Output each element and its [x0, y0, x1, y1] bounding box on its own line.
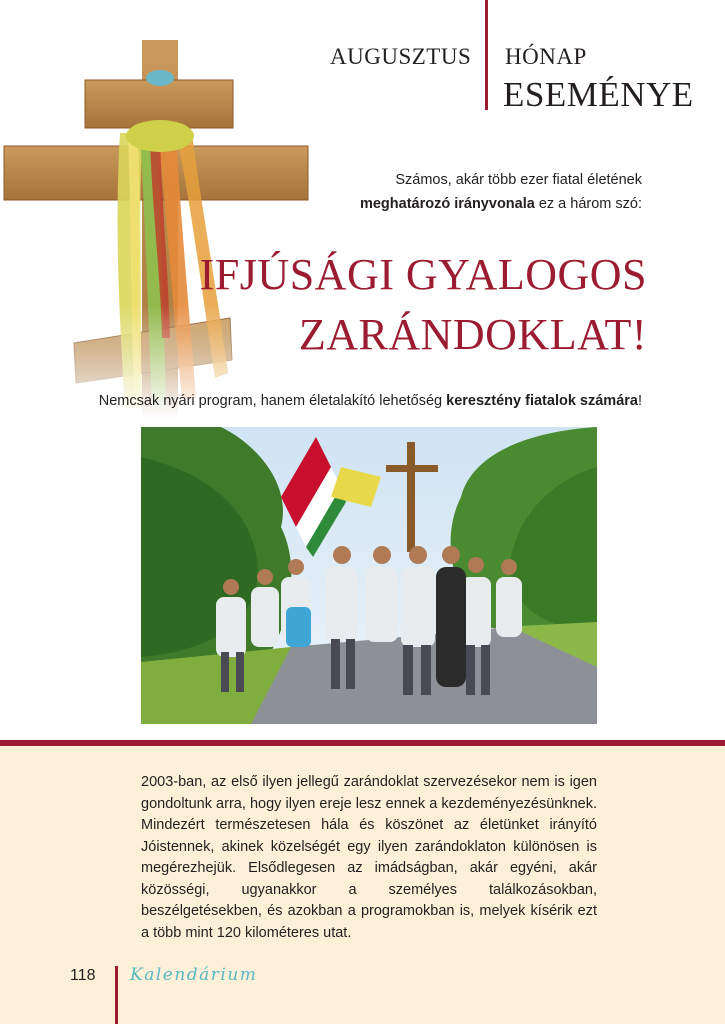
- subtitle-bold: keresztény fiatalok számára: [446, 393, 638, 409]
- page-title: [127, 245, 647, 365]
- intro-bold: meghatározó irányvonala: [359, 196, 535, 212]
- title-line-2: ZARÁNDOKLAT!: [298, 310, 647, 359]
- title-line-1: IFJÚSÁGI GYALOGOS: [199, 250, 647, 299]
- intro-rest: ez a három szó:: [534, 196, 642, 212]
- body-paragraph: 2003-ban, az első ilyen jellegű zarándoklat szervezésekor nem is igen gondoltunk arra, hogy ilyen ereje lesz ennek a kezdeményezésünknek. Mindezért természetesen hála és köszönet az életünket irányító Jóistennek, akinek közelségét egy ilyen zarándoklaton különösen is megérezhejük. Elsődlegesen az imádságban, akár egyéni, akár közösségi, ugyanakkor a személyes találkozásokban, beszélgetésekben, és azokban a programokban is, melyek kísérik ezt a több mint 120 kilométeres utat.: [141, 774, 597, 941]
- intro-line-2: [262, 192, 642, 216]
- intro-line-1: Számos, akár több ezer fiatal életének: [395, 172, 642, 188]
- pilgrimage-photo: [141, 427, 597, 724]
- subtitle-end: !: [637, 393, 642, 409]
- esemenye-heading: ESEMÉNYE: [503, 75, 694, 114]
- brand-logo-text: Kalendárium: [130, 965, 258, 985]
- month-heading: AUGUSZTUS: [330, 44, 472, 69]
- page-number: 118: [70, 967, 96, 984]
- intro-text: [262, 168, 642, 216]
- header-divider: [485, 0, 488, 110]
- honap-heading: HÓNAP: [505, 44, 587, 69]
- subtitle: [22, 393, 642, 409]
- footer-divider: [115, 966, 118, 1024]
- subtitle-text: Nemcsak nyári program, hanem életalakító lehetőség: [98, 393, 447, 409]
